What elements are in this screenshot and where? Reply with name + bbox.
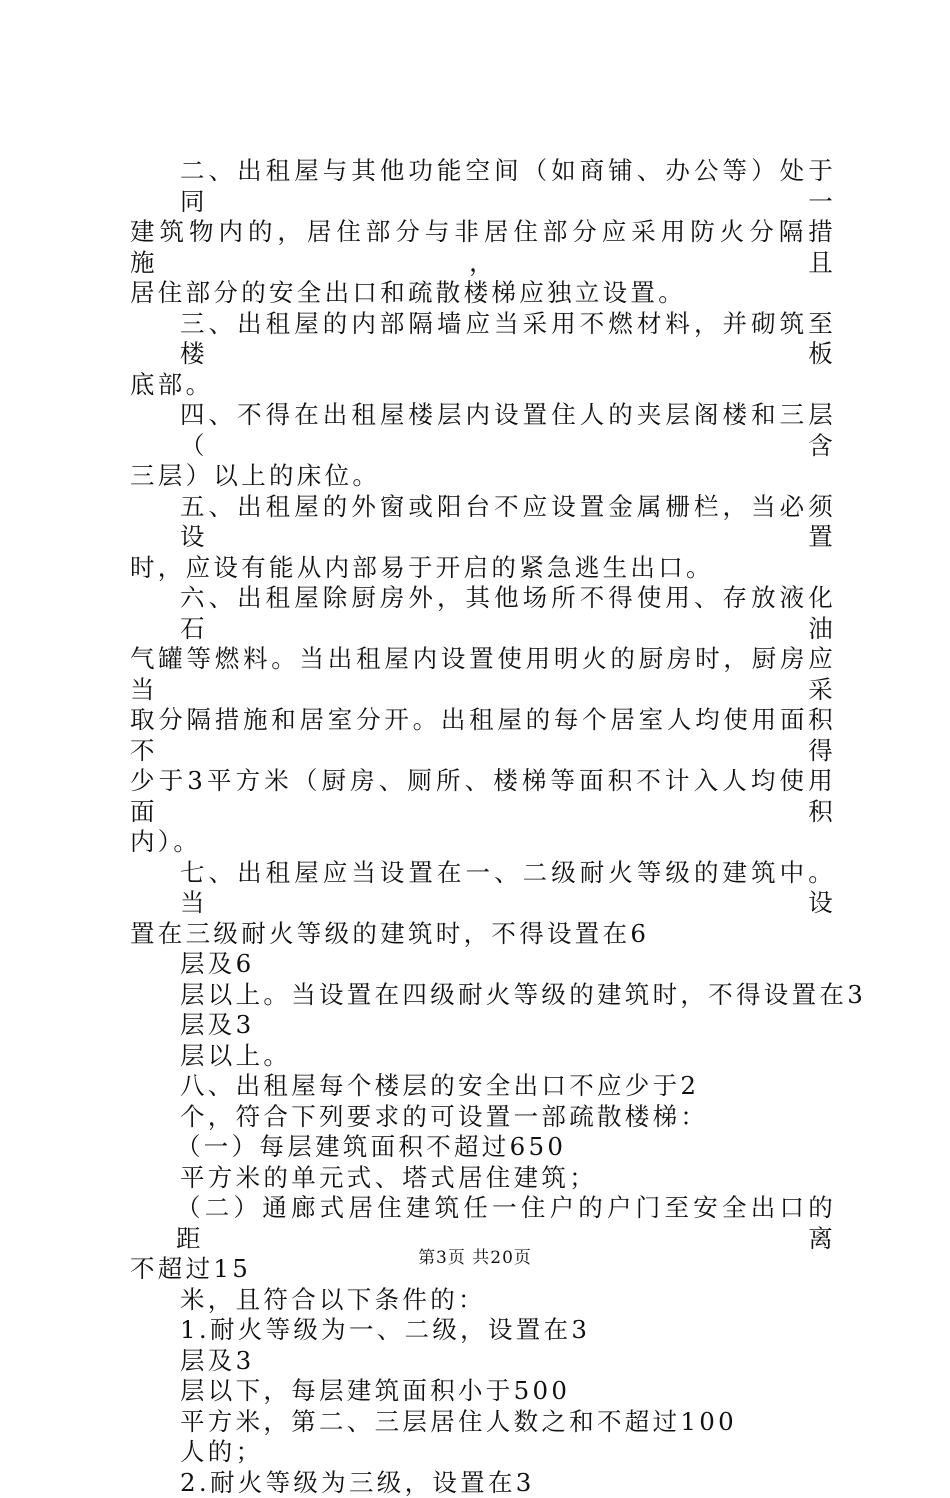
text-line: 居住部分的安全出口和疏散楼梯应独立设置。 xyxy=(130,278,836,309)
text-line: 人的； xyxy=(130,1437,836,1468)
text-line: 米，且符合以下条件的： xyxy=(130,1285,836,1316)
text-line: 平方米的单元式、塔式居住建筑； xyxy=(130,1163,836,1194)
text-line: 置在三级耐火等级的建筑时，不得设置在6 xyxy=(130,919,836,950)
text-line: 建筑物内的，居住部分与非居住部分应采用防火分隔措施，且 xyxy=(130,217,836,278)
text-line: 七、出租屋应当设置在一、二级耐火等级的建筑中。当设 xyxy=(130,858,836,919)
text-line: 层以上。当设置在四级耐火等级的建筑时，不得设置在3 xyxy=(130,980,836,1011)
text-line: 内）。 xyxy=(130,827,836,858)
text-line: 五、出租屋的外窗或阳台不应设置金属栅栏，当必须设置 xyxy=(130,492,836,553)
text-line: 层及6 xyxy=(130,949,836,980)
text-line: 个，符合下列要求的可设置一部疏散楼梯： xyxy=(130,1102,836,1133)
text-line: 六、出租屋除厨房外，其他场所不得使用、存放液化石油 xyxy=(130,583,836,644)
text-line: 2.耐火等级为三级，设置在3 xyxy=(130,1468,836,1498)
text-line: 层及3 xyxy=(130,1010,836,1041)
text-line: 底部。 xyxy=(130,370,836,401)
text-line: 1.耐火等级为一、二级，设置在3 xyxy=(130,1315,836,1346)
text-line: 取分隔措施和居室分开。出租屋的每个居室人均使用面积不得 xyxy=(130,705,836,766)
text-line: 四、不得在出租屋楼层内设置住人的夹层阁楼和三层（含 xyxy=(130,400,836,461)
text-line: 三层）以上的床位。 xyxy=(130,461,836,492)
text-line: 气罐等燃料。当出租屋内设置使用明火的厨房时，厨房应当采 xyxy=(130,644,836,705)
text-line: 不超过15 xyxy=(130,1254,836,1285)
text-line: 时，应设有能从内部易于开启的紧急逃生出口。 xyxy=(130,553,836,584)
text-line: （二）通廊式居住建筑任一住户的户门至安全出口的距离 xyxy=(130,1193,836,1254)
text-line: 三、出租屋的内部隔墙应当采用不燃材料，并砌筑至楼板 xyxy=(130,309,836,370)
text-line: 层以上。 xyxy=(130,1041,836,1072)
text-line: 八、出租屋每个楼层的安全出口不应少于2 xyxy=(130,1071,836,1102)
page-footer: 第3页 共20页 xyxy=(0,1243,950,1268)
text-line: 层以下，每层建筑面积小于500 xyxy=(130,1376,836,1407)
text-line: 少于3平方米（厨房、厕所、楼梯等面积不计入人均使用面积 xyxy=(130,766,836,827)
text-line: 层及3 xyxy=(130,1346,836,1377)
text-line: 平方米，第二、三层居住人数之和不超过100 xyxy=(130,1407,836,1438)
text-line: 二、出租屋与其他功能空间（如商铺、办公等）处于同一 xyxy=(130,156,836,217)
document-body xyxy=(130,156,836,1498)
text-line: （一）每层建筑面积不超过650 xyxy=(130,1132,836,1163)
